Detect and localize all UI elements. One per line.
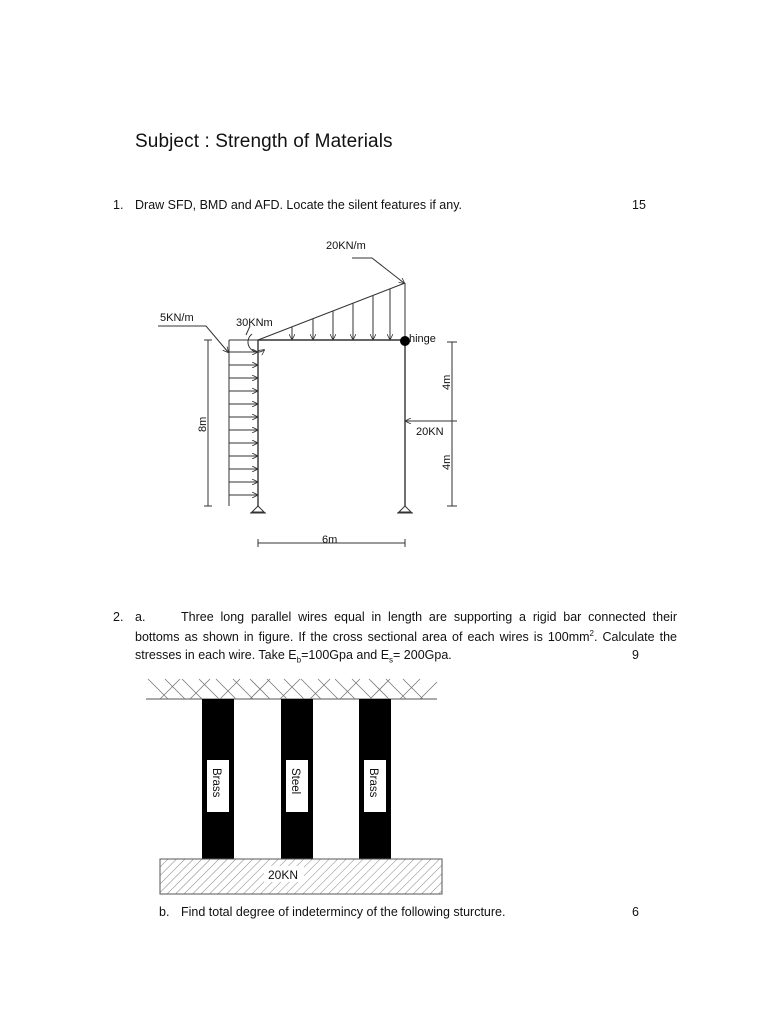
label-30knm: 30KNm [236,317,273,329]
q2b-label: b. [159,905,170,919]
moment-arc [248,334,264,352]
ceiling-hatch [148,679,437,699]
label-8m: 8m [197,416,209,432]
q2-wires-figure [146,679,442,894]
label-4m-lower: 4m [441,454,453,470]
q1-marks: 15 [632,198,646,212]
label-brass-left: Brass [210,768,222,798]
left-udl-arrows [229,352,257,495]
q1-text: Draw SFD, BMD and AFD. Locate the silent features if any. [135,198,462,212]
label-steel: Steel [289,768,301,795]
right-support [399,506,411,512]
q2a-marks: 9 [632,648,639,662]
subject-heading: Subject : Strength of Materials [135,131,393,152]
left-support [252,506,264,512]
q2a-line3: stresses in each wire. Take $E_b=100Gpa$ and $E_s= 200Gpa$. [135,648,452,665]
label-brass-right: Brass [367,768,379,798]
label-20kn: 20KN [416,426,444,438]
q2-number: 2. [113,610,124,624]
label-hinge: hinge [409,333,436,345]
triangular-load-top [258,283,405,340]
triangular-load-arrows [292,289,390,339]
q2b-text: Find total degree of indetermincy of the following sturcture. [181,905,506,919]
label-4m-upper: 4m [441,374,453,390]
q2b-marks: 6 [632,905,639,919]
q2a-line2: bottoms as shown in figure. If the cross sectional area of each wires is $100mm^2$. Calculate the [135,629,677,645]
q1-number: 1. [113,198,124,212]
label-20kn-per-m: 20KN/m [326,240,366,252]
q2a-label: a. [135,610,146,624]
q2a-line1: Three long parallel wires equal in length are supporting a rigid bar connected their [181,610,677,624]
label-5kn-per-m: 5KN/m [160,312,194,324]
label-20kn-load: 20KN [268,868,299,882]
label-6m: 6m [322,534,338,546]
